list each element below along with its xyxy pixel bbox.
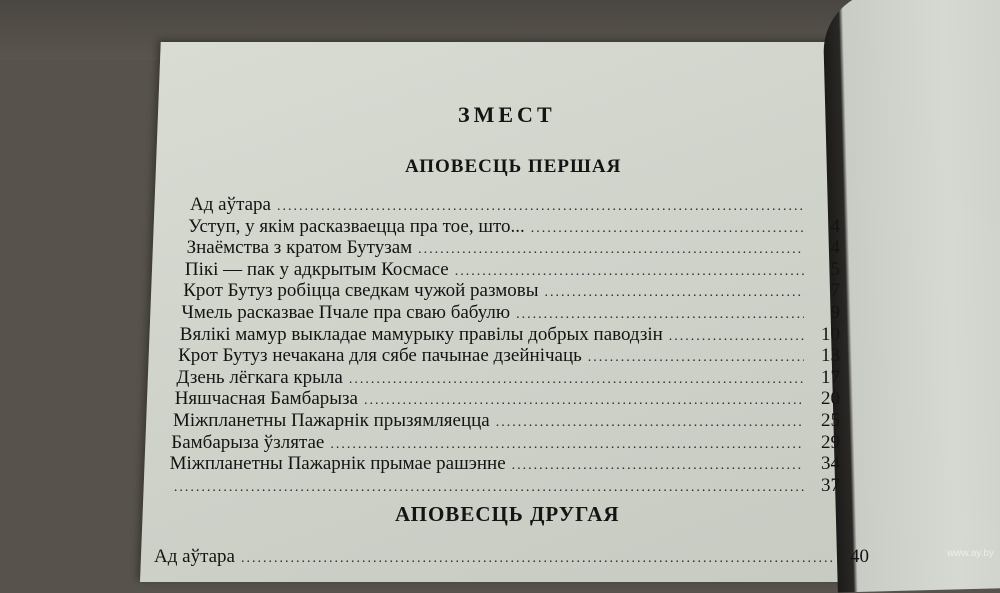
toc-leader-dots: [241, 548, 833, 570]
toc-entry-title: Вялікі мамур выкладае мамурыку правілы добрых паводзін: [179, 323, 663, 345]
toc-entry: [187, 237, 840, 259]
part1-heading: АПОВЕСЦЬ ПЕРШАЯ: [405, 156, 622, 177]
toc-entry-title: Міжпланетны Пажарнік прызямляецца: [173, 410, 490, 431]
toc-entry-title: Ад аўтара: [190, 194, 271, 215]
toc-leader-dots: [174, 477, 804, 499]
toc-entry: [178, 345, 840, 367]
toc-title: ЗМЕСТ: [458, 102, 556, 127]
toc-entry-title: Знаёмства з кратом Бутузам: [186, 237, 413, 259]
toc-entry-title: Бамбарыза ўзлятае: [171, 431, 325, 453]
toc-entry-title: Дзень лёгкага крыла: [176, 366, 343, 388]
toc-entry-page: 4: [830, 237, 840, 259]
toc-entry-page: 5: [830, 258, 840, 280]
toc-entry-title: Уступ, у якім расказваецца пра тое, што...: [188, 215, 525, 237]
toc-entry: [175, 388, 840, 410]
toc-entry: [173, 410, 840, 432]
toc-entry: [183, 280, 840, 302]
toc-entry: [176, 367, 840, 389]
watermark: www.ay.by: [946, 548, 994, 559]
toc-entry: [185, 259, 840, 281]
toc-entry-page: 17: [820, 366, 840, 388]
toc-entry-title: Ад аўтара: [154, 546, 235, 567]
toc-entry-title: Няшчасная Бамбарыза: [174, 388, 358, 410]
part2-heading: АПОВЕСЦЬ ДРУГАЯ: [395, 502, 620, 526]
toc-entry-title: Пікі — пак у адкрытым Космасе: [184, 258, 449, 280]
toc-entry-page: 9: [830, 302, 840, 323]
toc-entry-title: Чмель расказвае Пчале пра сваю бабулю: [181, 302, 511, 323]
toc-entry: [188, 216, 840, 238]
toc-entry: [154, 546, 869, 568]
toc-entry-title: Крот Бутуз робіцца сведкам чужой размовы: [183, 280, 539, 302]
toc-entry: [180, 324, 840, 346]
toc-content: [150, 90, 869, 570]
toc-entry-page: 34: [820, 453, 840, 475]
toc-entry: [170, 453, 840, 475]
toc-entry-page: 13: [820, 345, 840, 367]
toc-entry-page: 25: [821, 410, 840, 431]
toc-entry-page: 37: [820, 474, 840, 496]
toc-entry-title: Міжпланетны Пажарнік прымае рашэнне: [169, 453, 506, 475]
toc-entry-page: 29: [820, 431, 840, 453]
toc-entry-page: 4: [830, 215, 840, 237]
toc-entry: [168, 475, 840, 497]
toc-entry: [190, 194, 840, 216]
toc-entry-page: 10: [820, 323, 840, 345]
toc-entry-page: 7: [830, 280, 840, 302]
toc-entry: [171, 432, 840, 454]
toc-entry-page: 40: [850, 546, 869, 567]
toc-entry-page: 20: [820, 388, 840, 410]
toc-entry-title: Крот Бутуз нечакана для сябе пачынае дзейнічаць: [178, 345, 582, 367]
toc-entry: [182, 302, 841, 324]
